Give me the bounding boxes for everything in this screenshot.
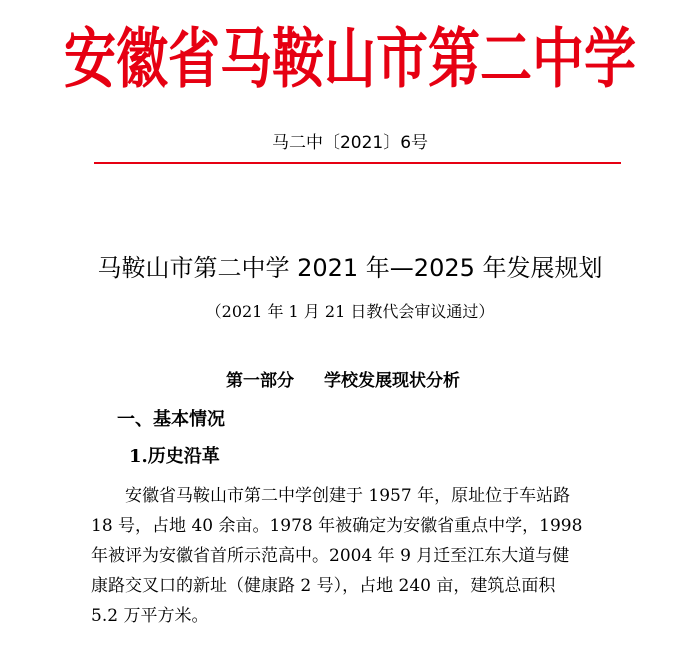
paragraph-line: 安徽省马鞍山市第二中学创建于 1957 年，原址位于车站路 (125, 486, 571, 506)
paragraph-line: 年被评为安徽省首所示范高中。2004 年 9 月迁至江东大道与健 (91, 546, 570, 566)
subsection-heading: 1.历史沿革 (129, 446, 220, 467)
paragraph-line: 康路交叉口的新址（健康路 2 号），占地 240 亩，建筑总面积 (91, 576, 556, 596)
red-divider (94, 162, 621, 164)
section-heading: 一、基本情况 (117, 409, 225, 430)
body-paragraph (91, 481, 621, 631)
part-name: 学校发展现状分析 (324, 371, 460, 391)
paragraph-line: 5.2 万平方米。 (91, 606, 209, 626)
part-heading (226, 370, 700, 392)
masthead-organization: 安徽省马鞍山市第二中学 (63, 21, 636, 98)
document-subtitle: （2021 年 1 月 21 日教代会审议通过） (205, 302, 495, 321)
document-number: 马二中〔2021〕6号 (271, 133, 429, 153)
paragraph-line: 18 号，占地 40 余亩。1978 年被确定为安徽省重点中学，1998 (91, 516, 583, 536)
part-number: 第一部分 (226, 371, 294, 391)
document-title: 马鞍山市第二中学 2021 年—2025 年发展规划 (97, 254, 603, 282)
